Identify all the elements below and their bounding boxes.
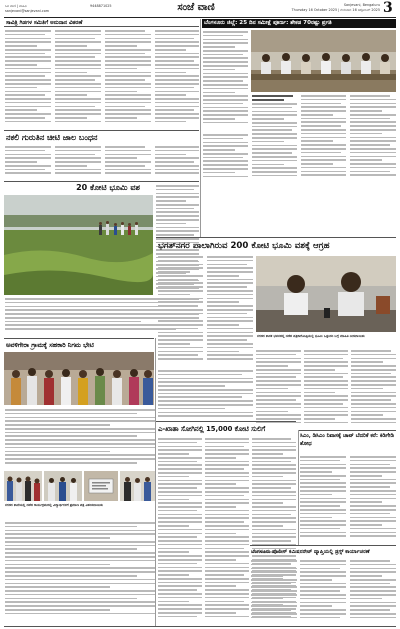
land-photo-image — [4, 195, 153, 295]
rule-1 — [4, 130, 199, 131]
hospital-headline-text: ಅವಳಿಗೇರಾ ಗ್ರಾಮಕ್ಕೆ ಸಹಕಾರಿ ನಿಗಮ ಭೇಟಿ — [6, 341, 94, 349]
masthead-date — [250, 8, 380, 12]
bottom-right-col1 — [251, 560, 297, 624]
land-headline — [58, 182, 158, 194]
bottom-right-headline-text: ಬೆಂಗಳೂರು ಪೊಲೀಸ್ ಕಮಿಷನರೇಟ್ ವ್ಯಾಪ್ತಿಯಲ್ಲಿ ಡ್ರಗ್ಸ್ ಕಾರ್ಯಾಚರಣೆ — [251, 549, 370, 555]
date-line: Thursday 16 October 2025 | ಗುರುವಾರ 16 ಅಕ್ಟೋಬರ್ 2025 — [291, 8, 380, 12]
top-right-col3 — [301, 95, 346, 183]
school-photo-2 — [44, 471, 82, 501]
right-edge-col — [351, 350, 396, 430]
mid-left-col2 — [55, 146, 101, 180]
logo-text: ಸಂಜೆ ವಾಣಿ — [177, 2, 215, 13]
bottom-photo-caption-text: ನಗರದ ಶಾಲೆಯಲ್ಲಿ ನಡೆದ ಕಾರ್ಯಕ್ರಮದಲ್ಲಿ ವಿದ್ಯಾರ್ಥಿಗಳಿಗೆ ಪ್ರಮಾಣ ಪತ್ರ ವಿತರಿಸಲಾಯಿತು — [5, 503, 103, 507]
meeting-photo-image — [251, 30, 396, 92]
col-divider-khata — [298, 430, 299, 545]
email-link[interactable]: sanjevani@sanjevani.com — [5, 9, 50, 13]
khata-col2 — [205, 438, 249, 624]
hospital-body — [5, 409, 155, 469]
school-photo-3-image — [84, 471, 118, 501]
rule-6 — [299, 430, 396, 431]
masthead-edition — [290, 3, 380, 7]
bottom-left-body — [5, 522, 155, 622]
phone-number: 9448871025 — [90, 4, 112, 8]
top-right-col2 — [252, 95, 297, 183]
banner-col1 — [158, 256, 203, 366]
top-left-col1 — [5, 30, 51, 128]
masthead-rule — [4, 17, 396, 18]
mid-left-col1 — [5, 146, 51, 180]
rule-4 — [156, 237, 396, 238]
bottom-right-col2 — [300, 560, 346, 624]
banner-headline — [158, 239, 396, 253]
cm-col1 — [300, 456, 346, 544]
top-left-headline — [4, 19, 199, 27]
khata-col1 — [158, 438, 202, 624]
mid-left-col4 — [155, 146, 199, 180]
mid-left-headline — [6, 132, 198, 144]
rule-7 — [250, 545, 396, 546]
khata-headline — [158, 423, 294, 435]
hospital-photo-image — [4, 352, 154, 405]
page-bottom-rule — [4, 626, 396, 627]
school-photo-4 — [120, 471, 155, 501]
cm-col2 — [350, 456, 396, 544]
top-right-col1b — [203, 134, 248, 184]
school-photo-1-image — [4, 471, 42, 501]
banner-col3 — [256, 350, 301, 430]
bottom-right-headline — [251, 547, 396, 557]
top-left-col3 — [105, 30, 151, 128]
mid-left-col3 — [105, 146, 151, 180]
masthead-email[interactable] — [5, 9, 105, 13]
land-photo — [4, 195, 153, 295]
press-photo-caption — [257, 334, 395, 348]
top-left-col4 — [155, 30, 199, 128]
top-right-col1 — [203, 31, 248, 131]
top-right-headline-text: ಬೆಂಗಳೂರು ಜಿಲ್ಲೆ: 25 ದಿನ ಸಮೀಕ್ಷೆ ಪೂರ್ಣ: ಶೇಕಡ 70ರಷ್ಟು ಪ್ರಗತಿ — [204, 20, 332, 26]
top-right-col4 — [350, 95, 396, 183]
banner-col1b — [158, 370, 253, 420]
masthead-left-line: ಸಿಟಿ ವಾಣಿ | ವಾಹಿನಿ — [5, 4, 27, 8]
hospital-headline — [6, 340, 154, 351]
mid-left-headline-text: ನಕಲಿ ಗುರುತಿನ ಚೀಟಿ ಜಾಲ ಬಂಧನ — [6, 133, 98, 142]
bottom-right-col3 — [350, 560, 396, 624]
rule-3 — [4, 338, 154, 339]
edition-label: Sanjevani, Bengaluru — [343, 3, 380, 7]
cm-headline-text: ಸಿಎಂ, ಡಿಸಿಎಂ ನಿವಾಸಕ್ಕೆ ಚಾಟ್ ಬೆದರಿಕೆ ಕರೆ: ಕಿಡಿಗೇಡಿ ಶೋಧ — [300, 433, 394, 447]
press-photo-image — [256, 256, 396, 332]
school-photo-3 — [84, 471, 118, 501]
page-number-text: 3 — [383, 0, 393, 16]
top-left-headline-text: ಸಾವಿತ್ರಿ ಗಿಡಗಳ ಸಮಿತಿಗೆ ಅನುದಾನ ವಿತರಣೆ — [6, 20, 83, 26]
hospital-photo — [4, 352, 154, 405]
bottom-photo-caption — [5, 503, 155, 519]
school-photo-4-image — [120, 471, 155, 501]
press-photo — [256, 256, 396, 332]
masthead-phone — [90, 4, 140, 8]
page-number — [383, 0, 393, 16]
press-photo-caption-text: ನಗರದ ಶಾಸಕ ಭವನದಲ್ಲಿ ನಡೆದ ಪತ್ರಿಕಾಗೋಷ್ಠಿಯಲ್ಲಿ ಭೂಮಿ ಒತ್ತುವರಿ ಬಗ್ಗೆ ಮಾಹಿತಿ ನೀಡಲಾಯಿತು — [257, 334, 365, 338]
top-left-col2 — [55, 30, 101, 128]
school-photo-1 — [4, 471, 42, 501]
banner-col4 — [304, 350, 348, 430]
col-divider-left — [155, 338, 156, 626]
newspaper-logo — [150, 2, 242, 16]
cm-headline — [300, 432, 396, 454]
rule-5 — [156, 421, 296, 422]
col-divider-main — [200, 19, 201, 237]
banner-headline-text: ಭಗತ್‌ನಗರ ಪಾಲಾಗಿರುವ 200 ಕೋಟಿ ಭೂಮಿ ವಶಕ್ಕೆ ಆಗ್ರಹ — [158, 241, 330, 251]
banner-col2 — [207, 256, 253, 366]
meeting-photo — [251, 30, 396, 92]
school-photo-2-image — [44, 471, 82, 501]
land-headline-text: 20 ಕೋಟಿ ಭೂಮಿ ವಶ — [76, 183, 140, 192]
khata-headline-text: ಎ-ಖಾತಾ ಸೋಗಿನಲ್ಲಿ 15,000 ಕೋಟಿ ಸುಲಿಗೆ — [158, 425, 266, 433]
top-right-headline — [202, 19, 396, 28]
